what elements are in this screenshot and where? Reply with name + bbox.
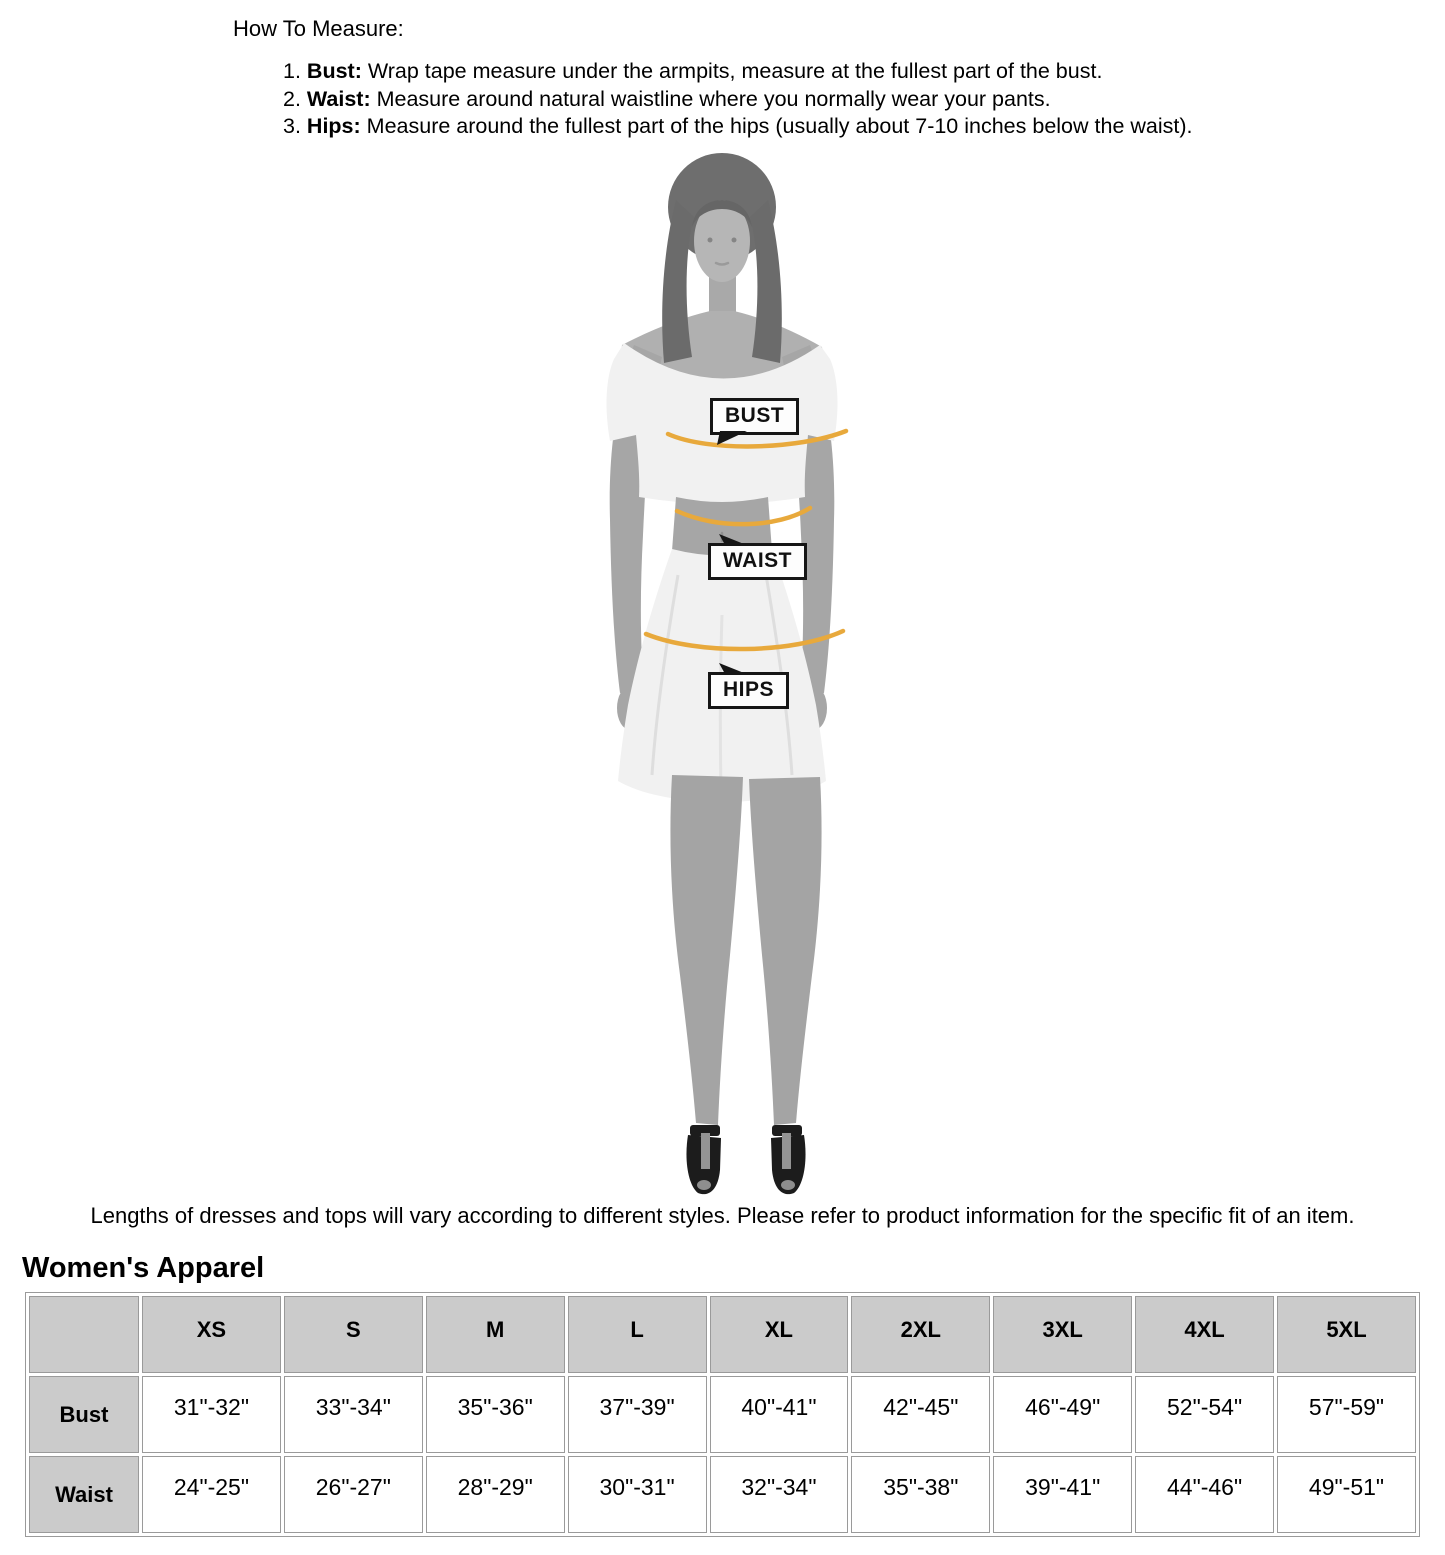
size-table-row <box>29 1456 1416 1533</box>
size-value-cell: 57"-59" <box>1277 1376 1416 1453</box>
size-value-cell: 44"-46" <box>1135 1456 1274 1533</box>
size-row-label: Bust <box>29 1376 139 1453</box>
hips-label <box>708 672 789 709</box>
measure-instructions-list <box>283 58 1193 141</box>
size-value-cell: 42"-45" <box>851 1376 990 1453</box>
bust-label-text: BUST <box>725 404 785 427</box>
size-value-cell: 37"-39" <box>568 1376 707 1453</box>
size-value-cell: 39"-41" <box>993 1456 1132 1533</box>
waist-label-text: WAIST <box>723 549 792 572</box>
size-row-label: Waist <box>29 1456 139 1533</box>
instruction-text: Measure around the fullest part of the hips (usually about 7-10 inches below the waist). <box>366 114 1193 138</box>
size-column-header: XS <box>142 1296 281 1373</box>
size-table-row <box>29 1376 1416 1453</box>
instruction-term: Bust: <box>306 59 362 83</box>
instruction-text: Measure around natural waistline where you normally wear your pants. <box>376 86 1051 111</box>
size-value-cell: 52"-54" <box>1135 1376 1274 1453</box>
size-value-cell: 49"-51" <box>1277 1456 1416 1533</box>
size-column-header: S <box>284 1296 423 1373</box>
size-value-cell: 40"-41" <box>710 1376 849 1453</box>
size-table-header-row <box>29 1296 1416 1373</box>
measure-instruction <box>283 58 1193 86</box>
size-column-header: M <box>426 1296 565 1373</box>
fit-note: Lengths of dresses and tops will vary according to different styles. Please refer to product information for the specific fit of an item. <box>90 1203 1355 1228</box>
size-column-header: 5XL <box>1277 1296 1416 1373</box>
size-column-header: XL <box>710 1296 849 1373</box>
instruction-term: Hips: <box>306 114 361 138</box>
size-table <box>25 1292 1420 1537</box>
size-value-cell: 26"-27" <box>284 1456 423 1533</box>
size-column-header: 4XL <box>1135 1296 1274 1373</box>
size-column-header: 2XL <box>851 1296 990 1373</box>
size-value-cell: 33"-34" <box>284 1376 423 1453</box>
hips-label-text: HIPS <box>723 678 775 701</box>
instruction-text: Wrap tape measure under the armpits, measure at the fullest part of the bust. <box>367 59 1103 83</box>
size-value-cell: 35"-36" <box>426 1376 565 1453</box>
size-column-header: L <box>568 1296 707 1373</box>
size-value-cell: 32"-34" <box>710 1456 849 1533</box>
size-value-cell: 31"-32" <box>142 1376 281 1453</box>
size-chart-title: Women's Apparel <box>22 1252 265 1284</box>
size-chart <box>25 1292 1420 1537</box>
size-column-header: 3XL <box>993 1296 1132 1373</box>
size-value-cell: 28"-29" <box>426 1456 565 1533</box>
size-value-cell: 46"-49" <box>993 1376 1132 1453</box>
waist-label <box>708 543 807 580</box>
size-value-cell: 24"-25" <box>142 1456 281 1533</box>
instruction-number: 1. <box>283 59 301 83</box>
instruction-number: 2. <box>283 86 301 111</box>
size-value-cell: 35"-38" <box>851 1456 990 1533</box>
size-value-cell: 30"-31" <box>568 1456 707 1533</box>
instruction-number: 3. <box>283 114 301 138</box>
instruction-term: Waist: <box>306 86 371 111</box>
measure-instruction <box>283 86 1193 114</box>
size-table-corner-cell <box>29 1296 139 1373</box>
how-to-measure-heading: How To Measure: <box>233 16 404 41</box>
measure-instruction <box>283 113 1193 141</box>
bust-label <box>710 398 799 435</box>
